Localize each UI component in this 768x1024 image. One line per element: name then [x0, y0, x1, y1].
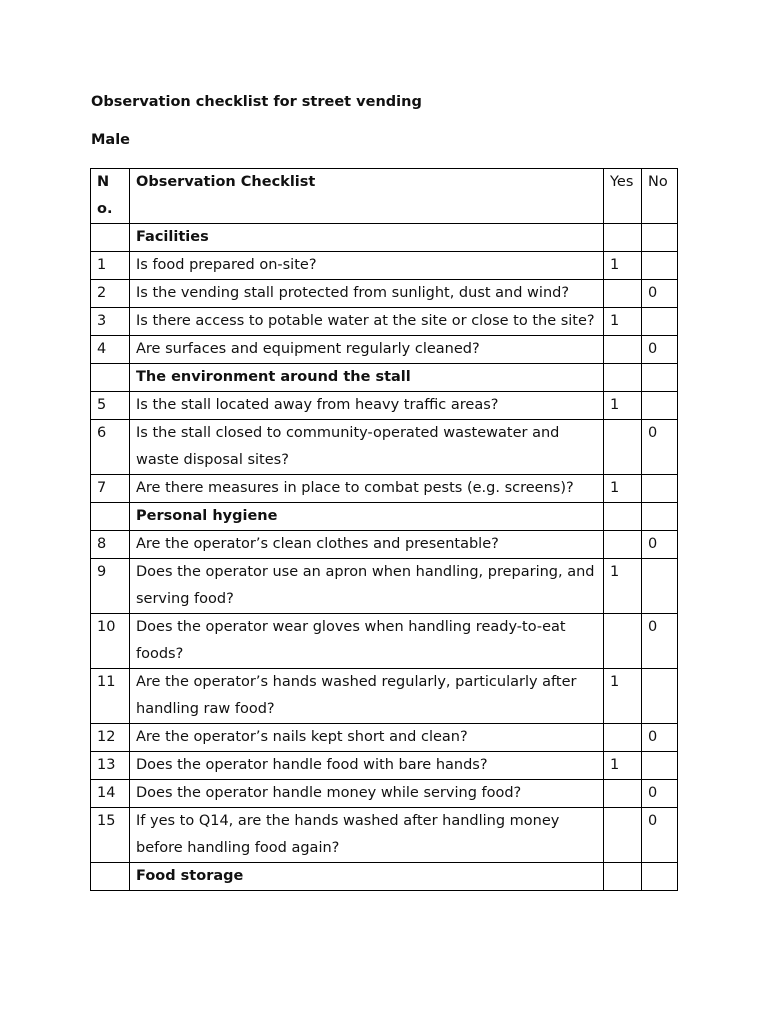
question-cell: Are there measures in place to combat pests (e.g. screens)?: [130, 475, 604, 503]
section-heading: Personal hygiene: [130, 503, 604, 531]
section-row: [91, 863, 678, 891]
table-row: [91, 475, 678, 503]
question-cell: Are the operator’s hands washed regularly, particularly after handling raw food?: [130, 669, 604, 724]
no-cell: 0: [642, 336, 678, 364]
no-cell: [642, 752, 678, 780]
observation-checklist-table: [90, 168, 678, 891]
table-row: [91, 559, 678, 614]
no-cell: [642, 863, 678, 891]
question-cell: Is the stall closed to community-operated wastewater and waste disposal sites?: [130, 420, 604, 475]
row-number-cell: 12: [91, 724, 130, 752]
yes-cell: [604, 224, 642, 252]
section-heading: Facilities: [130, 224, 604, 252]
no-cell: 0: [642, 780, 678, 808]
no-cell: [642, 224, 678, 252]
yes-cell: [604, 808, 642, 863]
no-cell: [642, 364, 678, 392]
yes-cell: [604, 420, 642, 475]
row-number-cell: 8: [91, 531, 130, 559]
row-number-cell: 4: [91, 336, 130, 364]
row-number-cell: 11: [91, 669, 130, 724]
yes-cell: [604, 614, 642, 669]
table-row: [91, 531, 678, 559]
no-cell: 0: [642, 420, 678, 475]
row-number-cell: 14: [91, 780, 130, 808]
header-no: No: [642, 169, 678, 224]
yes-cell: 1: [604, 252, 642, 280]
no-cell: [642, 559, 678, 614]
section-row: [91, 224, 678, 252]
no-cell: 0: [642, 614, 678, 669]
table-row: [91, 280, 678, 308]
question-cell: Is food prepared on-site?: [130, 252, 604, 280]
yes-cell: 1: [604, 475, 642, 503]
table-header: [91, 169, 678, 224]
row-number-cell: 5: [91, 392, 130, 420]
no-cell: [642, 252, 678, 280]
yes-cell: [604, 280, 642, 308]
row-number-cell: 7: [91, 475, 130, 503]
section-heading: Food storage: [130, 863, 604, 891]
table-row: [91, 614, 678, 669]
header-row: [91, 169, 678, 224]
yes-cell: 1: [604, 308, 642, 336]
question-cell: Does the operator wear gloves when handling ready-to-eat foods?: [130, 614, 604, 669]
table-row: [91, 420, 678, 475]
question-cell: Are the operator’s nails kept short and clean?: [130, 724, 604, 752]
yes-cell: 1: [604, 392, 642, 420]
header-number: No.: [91, 169, 130, 224]
yes-cell: [604, 336, 642, 364]
question-cell: Does the operator handle food with bare hands?: [130, 752, 604, 780]
row-number-cell: 3: [91, 308, 130, 336]
question-cell: Are surfaces and equipment regularly cleaned?: [130, 336, 604, 364]
yes-cell: [604, 724, 642, 752]
question-cell: Is there access to potable water at the site or close to the site?: [130, 308, 604, 336]
table-row: [91, 752, 678, 780]
row-number-cell: 15: [91, 808, 130, 863]
yes-cell: 1: [604, 559, 642, 614]
no-cell: [642, 392, 678, 420]
table-row: [91, 780, 678, 808]
yes-cell: [604, 364, 642, 392]
row-number-cell: [91, 503, 130, 531]
question-cell: Does the operator use an apron when handling, preparing, and serving food?: [130, 559, 604, 614]
yes-cell: 1: [604, 669, 642, 724]
no-cell: 0: [642, 724, 678, 752]
header-yes: Yes: [604, 169, 642, 224]
table-row: [91, 669, 678, 724]
no-cell: 0: [642, 280, 678, 308]
row-number-cell: 6: [91, 420, 130, 475]
table-row: [91, 392, 678, 420]
yes-cell: [604, 531, 642, 559]
yes-cell: [604, 780, 642, 808]
no-cell: [642, 503, 678, 531]
row-number-cell: 13: [91, 752, 130, 780]
row-number-cell: 1: [91, 252, 130, 280]
question-cell: Is the stall located away from heavy traffic areas?: [130, 392, 604, 420]
question-cell: If yes to Q14, are the hands washed after handling money before handling food again?: [130, 808, 604, 863]
row-number-cell: [91, 863, 130, 891]
row-number-cell: 2: [91, 280, 130, 308]
row-number-cell: [91, 224, 130, 252]
no-cell: [642, 669, 678, 724]
row-number-cell: 9: [91, 559, 130, 614]
no-cell: 0: [642, 531, 678, 559]
question-cell: Are the operator’s clean clothes and presentable?: [130, 531, 604, 559]
question-cell: Does the operator handle money while serving food?: [130, 780, 604, 808]
yes-cell: [604, 503, 642, 531]
yes-cell: [604, 863, 642, 891]
table-row: [91, 808, 678, 863]
no-cell: [642, 475, 678, 503]
row-number-cell: [91, 364, 130, 392]
table-row: [91, 308, 678, 336]
table-row: [91, 336, 678, 364]
row-number-cell: 10: [91, 614, 130, 669]
document-subtitle: Male: [91, 132, 131, 148]
no-cell: 0: [642, 808, 678, 863]
section-row: [91, 364, 678, 392]
table-body: [91, 224, 678, 891]
table-row: [91, 252, 678, 280]
question-cell: Is the vending stall protected from sunlight, dust and wind?: [130, 280, 604, 308]
section-heading: The environment around the stall: [130, 364, 604, 392]
table-row: [91, 724, 678, 752]
header-checklist: Observation Checklist: [130, 169, 604, 224]
no-cell: [642, 308, 678, 336]
section-row: [91, 503, 678, 531]
document-title: Observation checklist for street vending: [91, 94, 422, 110]
yes-cell: 1: [604, 752, 642, 780]
